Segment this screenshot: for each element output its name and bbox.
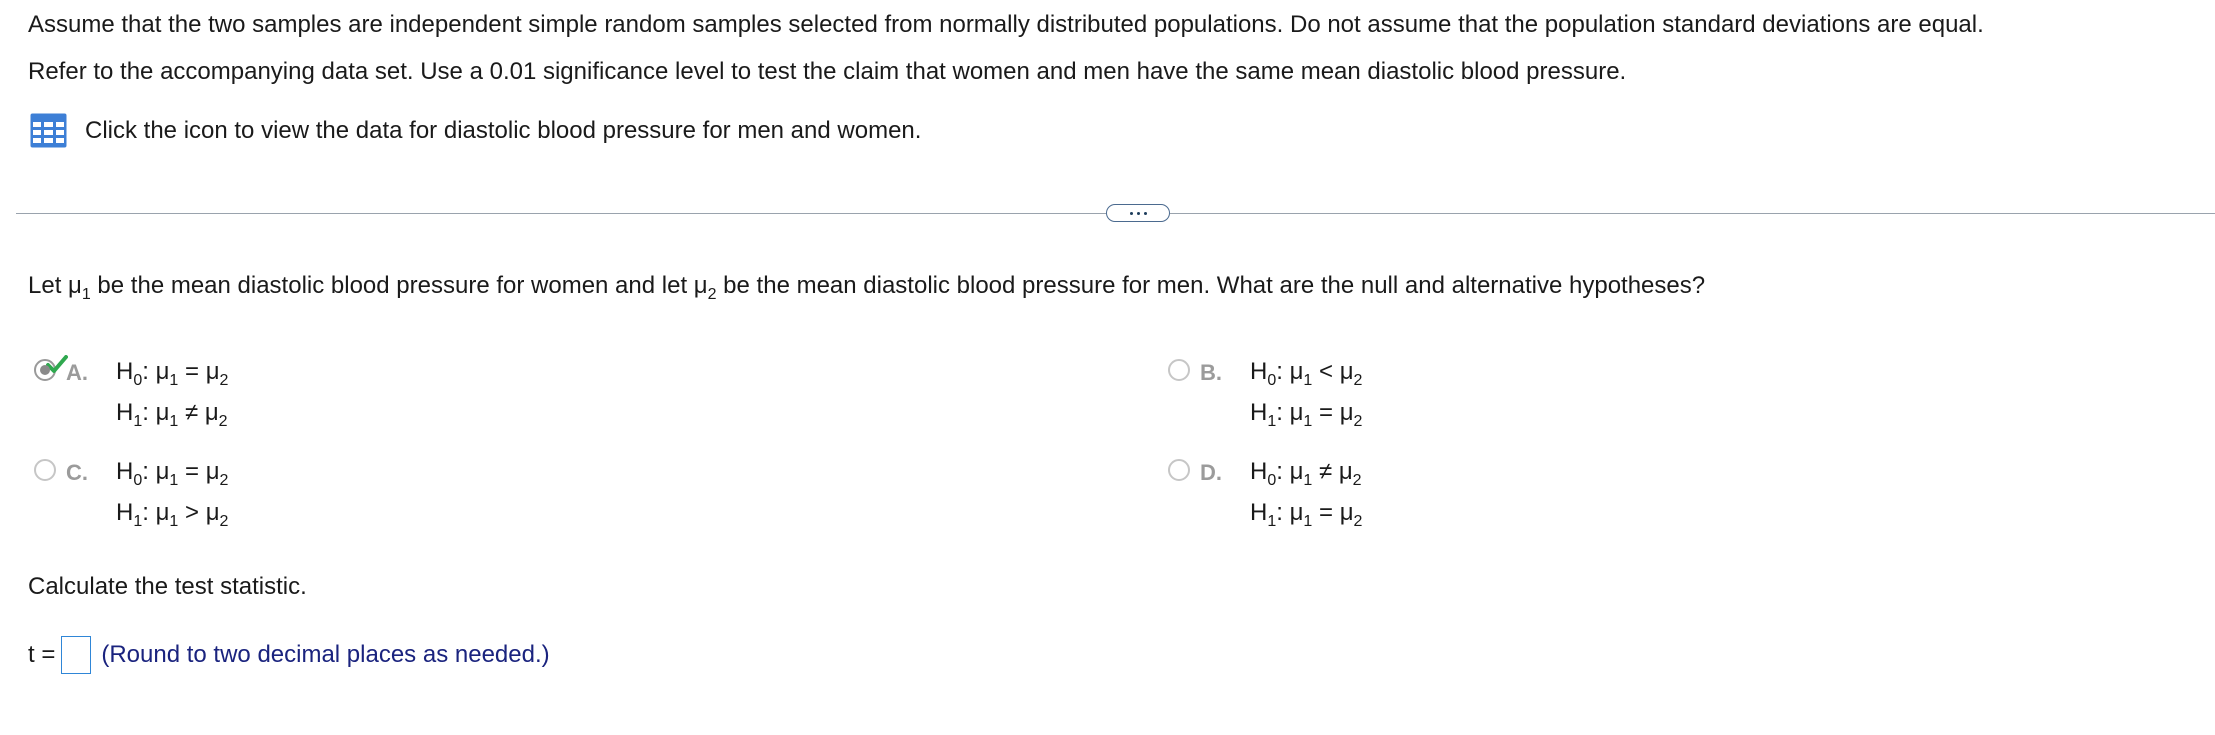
mu-symbol: μ <box>1338 458 1353 485</box>
choice-letter: B. <box>1200 360 1222 385</box>
subscript: 1 <box>133 413 143 430</box>
intro-line-2: Refer to the accompanying data set. Use a 0.01 significance level to test the claim that women and men have the same mean diastolic blood pressure. <box>28 58 1627 85</box>
subscript: 2 <box>707 286 717 303</box>
hypothesis-pair <box>116 351 228 433</box>
t-statistic-input[interactable] <box>61 636 91 674</box>
subscript: 0 <box>1267 472 1277 489</box>
radio-button[interactable] <box>1168 359 1190 381</box>
ellipsis-dot <box>1144 212 1147 215</box>
subscript: 1 <box>1267 413 1277 430</box>
subscript: 1 <box>133 513 143 530</box>
colon: : <box>1276 358 1290 385</box>
colon: : <box>1276 458 1290 485</box>
operator: = <box>178 358 206 385</box>
ellipsis-icon <box>1130 212 1133 215</box>
null-hypothesis <box>116 451 228 492</box>
alternative-hypothesis <box>116 392 228 433</box>
h-symbol: H <box>1250 399 1268 426</box>
expand-more-button[interactable] <box>1106 204 1170 222</box>
subscript: 1 <box>169 513 179 530</box>
mu-symbol: μ <box>205 358 220 385</box>
mu-symbol: μ <box>1339 358 1354 385</box>
choice-b[interactable] <box>1168 357 1362 433</box>
choice-a[interactable] <box>34 357 228 433</box>
correct-check-icon <box>46 355 68 375</box>
operator: ≠ <box>178 399 205 426</box>
operator: < <box>1312 358 1340 385</box>
colon: : <box>142 499 156 526</box>
test-statistic-row <box>28 636 550 674</box>
t-label: t = <box>28 641 56 668</box>
mu-symbol: μ <box>204 399 219 426</box>
subscript: 2 <box>1353 372 1363 389</box>
question-text: be the mean diastolic blood pressure for men. What are the null and alternative hypotheses? <box>716 272 1706 299</box>
mu-symbol: μ <box>1339 399 1354 426</box>
null-hypothesis <box>1250 451 1362 492</box>
radio-button[interactable] <box>34 359 56 381</box>
choice-letter: C. <box>66 460 88 485</box>
colon: : <box>142 358 156 385</box>
data-table-icon[interactable] <box>30 113 67 148</box>
subscript: 1 <box>1303 413 1313 430</box>
subscript: 2 <box>219 472 229 489</box>
operator: > <box>178 499 206 526</box>
operator: ≠ <box>1312 458 1339 485</box>
mu-symbol: μ <box>1289 458 1304 485</box>
subscript: 1 <box>169 472 179 489</box>
operator: = <box>1312 399 1340 426</box>
choice-c[interactable] <box>34 457 228 533</box>
h-symbol: H <box>116 358 134 385</box>
subscript: 0 <box>133 472 143 489</box>
subscript: 1 <box>1303 372 1313 389</box>
mu-symbol: μ <box>1289 399 1304 426</box>
hypotheses-question <box>28 272 1706 303</box>
subscript: 2 <box>1353 513 1363 530</box>
colon: : <box>142 458 156 485</box>
subscript: 2 <box>219 513 229 530</box>
mu-symbol: μ <box>1339 499 1354 526</box>
h-symbol: H <box>1250 358 1268 385</box>
choice-d[interactable] <box>1168 457 1362 533</box>
mu-symbol: μ <box>155 458 170 485</box>
intro-line-1: Assume that the two samples are independent simple random samples selected from normally distributed populations. Do not assume that the population standard deviations are equal. <box>28 11 1984 38</box>
mu-symbol: μ <box>1289 499 1304 526</box>
question-text: Let μ <box>28 272 82 299</box>
operator: = <box>178 458 206 485</box>
h-symbol: H <box>1250 458 1268 485</box>
mu-symbol: μ <box>1289 358 1304 385</box>
mu-symbol: μ <box>205 499 220 526</box>
subscript: 1 <box>81 286 91 303</box>
subscript: 1 <box>1267 513 1277 530</box>
radio-button[interactable] <box>34 459 56 481</box>
null-hypothesis <box>116 351 228 392</box>
operator: = <box>1312 499 1340 526</box>
null-hypothesis <box>1250 351 1362 392</box>
view-data-link[interactable] <box>30 113 921 148</box>
subscript: 1 <box>1303 513 1313 530</box>
h-symbol: H <box>1250 499 1268 526</box>
colon: : <box>142 399 156 426</box>
question-text: be the mean diastolic blood pressure for women and let μ <box>90 272 708 299</box>
mu-symbol: μ <box>155 358 170 385</box>
subscript: 0 <box>1267 372 1277 389</box>
hypothesis-pair <box>1250 451 1362 533</box>
h-symbol: H <box>116 399 134 426</box>
hypothesis-pair <box>116 451 228 533</box>
section-divider-right <box>1170 213 2215 214</box>
subscript: 0 <box>133 372 143 389</box>
view-data-link-label[interactable]: Click the icon to view the data for diastolic blood pressure for men and women. <box>85 116 922 144</box>
alternative-hypothesis <box>1250 492 1362 533</box>
subscript: 1 <box>1303 472 1313 489</box>
colon: : <box>1276 399 1290 426</box>
hypothesis-pair <box>1250 351 1362 433</box>
subscript: 1 <box>169 413 179 430</box>
choice-letter: D. <box>1200 460 1222 485</box>
mu-symbol: μ <box>205 458 220 485</box>
alternative-hypothesis <box>116 492 228 533</box>
calculate-prompt: Calculate the test statistic. <box>28 573 307 600</box>
subscript: 2 <box>1353 413 1363 430</box>
alternative-hypothesis <box>1250 392 1362 433</box>
subscript: 1 <box>169 372 179 389</box>
subscript: 2 <box>1352 472 1362 489</box>
choice-letter: A. <box>66 360 88 385</box>
subscript: 2 <box>218 413 228 430</box>
section-divider-left <box>16 213 1106 214</box>
colon: : <box>1276 499 1290 526</box>
mu-symbol: μ <box>155 499 170 526</box>
subscript: 2 <box>219 372 229 389</box>
rounding-note: (Round to two decimal places as needed.) <box>101 641 550 668</box>
ellipsis-dot <box>1137 212 1140 215</box>
h-symbol: H <box>116 499 134 526</box>
h-symbol: H <box>116 458 134 485</box>
mu-symbol: μ <box>155 399 170 426</box>
radio-button[interactable] <box>1168 459 1190 481</box>
